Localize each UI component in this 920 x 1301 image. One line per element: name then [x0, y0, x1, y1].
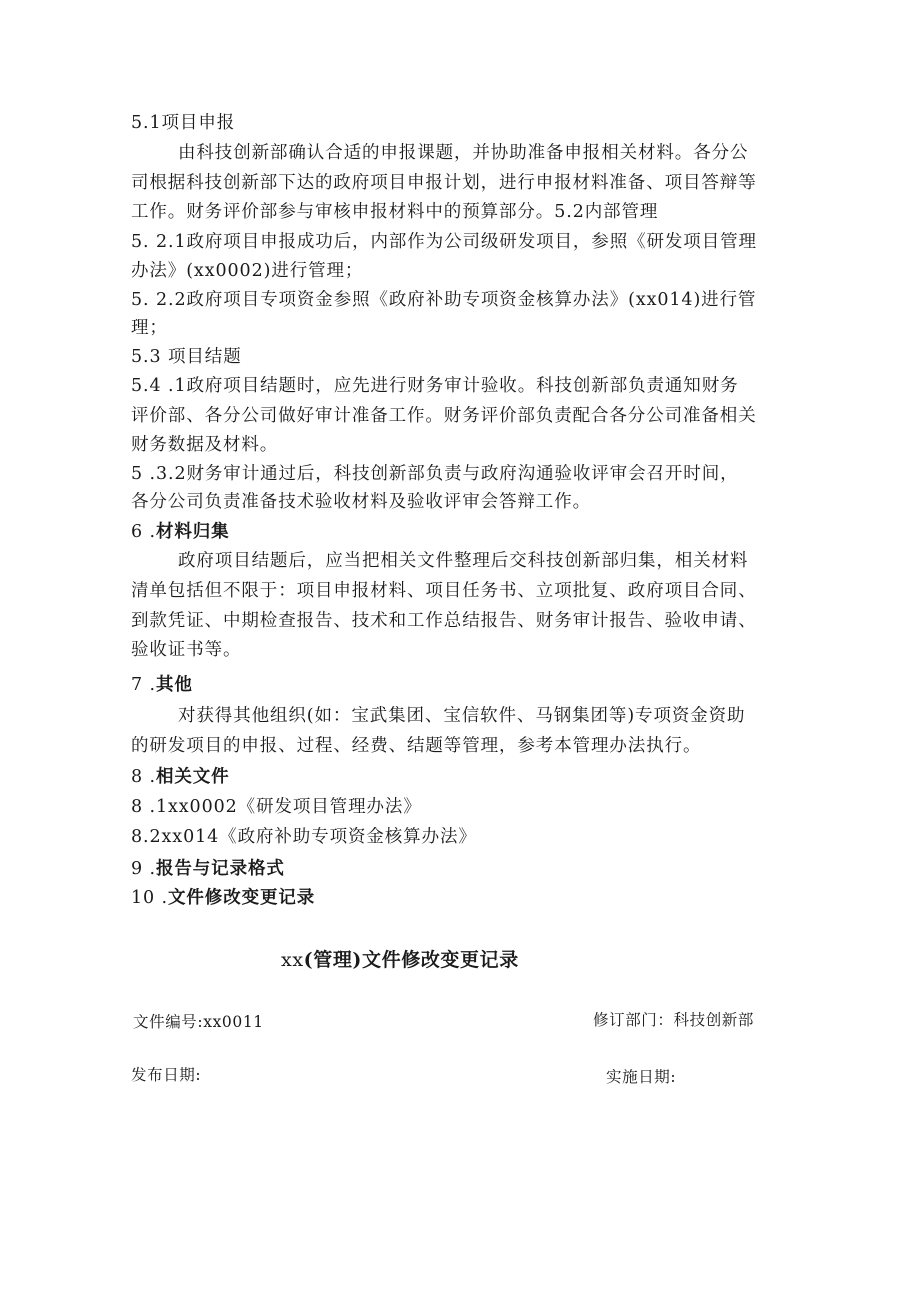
paragraph-line: 司根据科技创新部下达的政府项目申报计划，进行申报材料准备、项目答辩等 [131, 173, 757, 193]
paragraph-line: 工作。财务评价部参与审核申报材料中的预算部分。5.2内部管理 [131, 202, 659, 222]
record-title-suffix: 文件修改变更记录 [362, 949, 519, 971]
paragraph-line: 到款凭证、中期检查报告、技术和工作总结报告、财务审计报告、验收申请、 [131, 611, 757, 631]
list-item: 8 .1xx0002《研发项目管理办法》 [131, 797, 422, 817]
section-title: 材料归集 [155, 522, 230, 542]
publish-date: 发布日期: [131, 1066, 202, 1084]
record-title-prefix: xx [281, 949, 304, 971]
paragraph-line: 办法》(xx0002)进行管理； [131, 261, 364, 281]
paragraph-line: 5. 2.2政府项目专项资金参照《政府补助专项资金核算办法》(xx014)进行管 [131, 290, 757, 310]
section-5-1-heading: 5.1项目申报 [131, 113, 236, 133]
paragraph-line: 政府项目结题后，应当把相关文件整理后交科技创新部归集，相关材料 [178, 551, 749, 571]
section-title: 报告与记录格式 [155, 859, 285, 879]
section-6-heading [131, 520, 230, 544]
list-item: 8.2xx014《政府补助专项资金核算办法》 [131, 827, 477, 847]
paragraph-line: 理； [131, 318, 168, 338]
section-number: 9 . [131, 859, 156, 879]
section-number: 7 . [131, 675, 156, 695]
paragraph-line: 5. 2.1政府项目申报成功后，内部作为公司级研发项目，参照《研发项目管理 [131, 232, 757, 252]
paragraph-line: 对获得其他组织(如：宝武集团、宝信软件、马钢集团等)专项资金资助 [178, 706, 746, 726]
section-5-3-heading: 5.3 项目结题 [131, 347, 242, 367]
section-8-heading [131, 765, 230, 789]
section-title: 相关文件 [155, 767, 230, 787]
section-9-heading [131, 857, 285, 881]
paragraph-line: 验收证书等。 [131, 640, 242, 660]
section-10-heading [131, 886, 315, 910]
record-title [281, 947, 519, 973]
paragraph-line: 评价部、各分公司做好审计准备工作。财务评价部负责配合各分公司准备相关 [131, 406, 757, 426]
paragraph-line: 各分公司负责准备技术验收材料及验收评审会答辩工作。 [131, 492, 591, 512]
effective-date: 实施日期: [606, 1068, 677, 1086]
paragraph-line: 5.4 .1政府项目结题时，应先进行财务审计验收。科技创新部负责通知财务 [131, 376, 739, 396]
paragraph-line: 的研发项目的申报、过程、经费、结题等管理，参考本管理办法执行。 [131, 736, 702, 756]
paragraph-line: 清单包括但不限于：项目申报材料、项目任务书、立项批复、政府项目合同、 [131, 581, 757, 601]
paragraph-line: 由科技创新部确认合适的申报课题，并协助准备申报相关材料。各分公 [178, 143, 749, 163]
revision-dept: 修订部门：科技创新部 [593, 1011, 755, 1029]
paragraph-line: 财务数据及材料。 [131, 435, 279, 455]
doc-number: 文件编号:xx0011 [133, 1013, 264, 1031]
section-7-heading [131, 673, 193, 697]
paragraph-line: 5 .3.2财务审计通过后，科技创新部负责与政府沟通验收评审会召开时间， [131, 464, 739, 484]
section-number: 10 . [131, 888, 168, 908]
record-title-bold: (管理) [303, 949, 363, 971]
section-number: 8 . [131, 767, 156, 787]
section-title: 其他 [155, 675, 193, 695]
section-number: 6 . [131, 522, 156, 542]
section-title: 文件修改变更记录 [168, 888, 316, 908]
